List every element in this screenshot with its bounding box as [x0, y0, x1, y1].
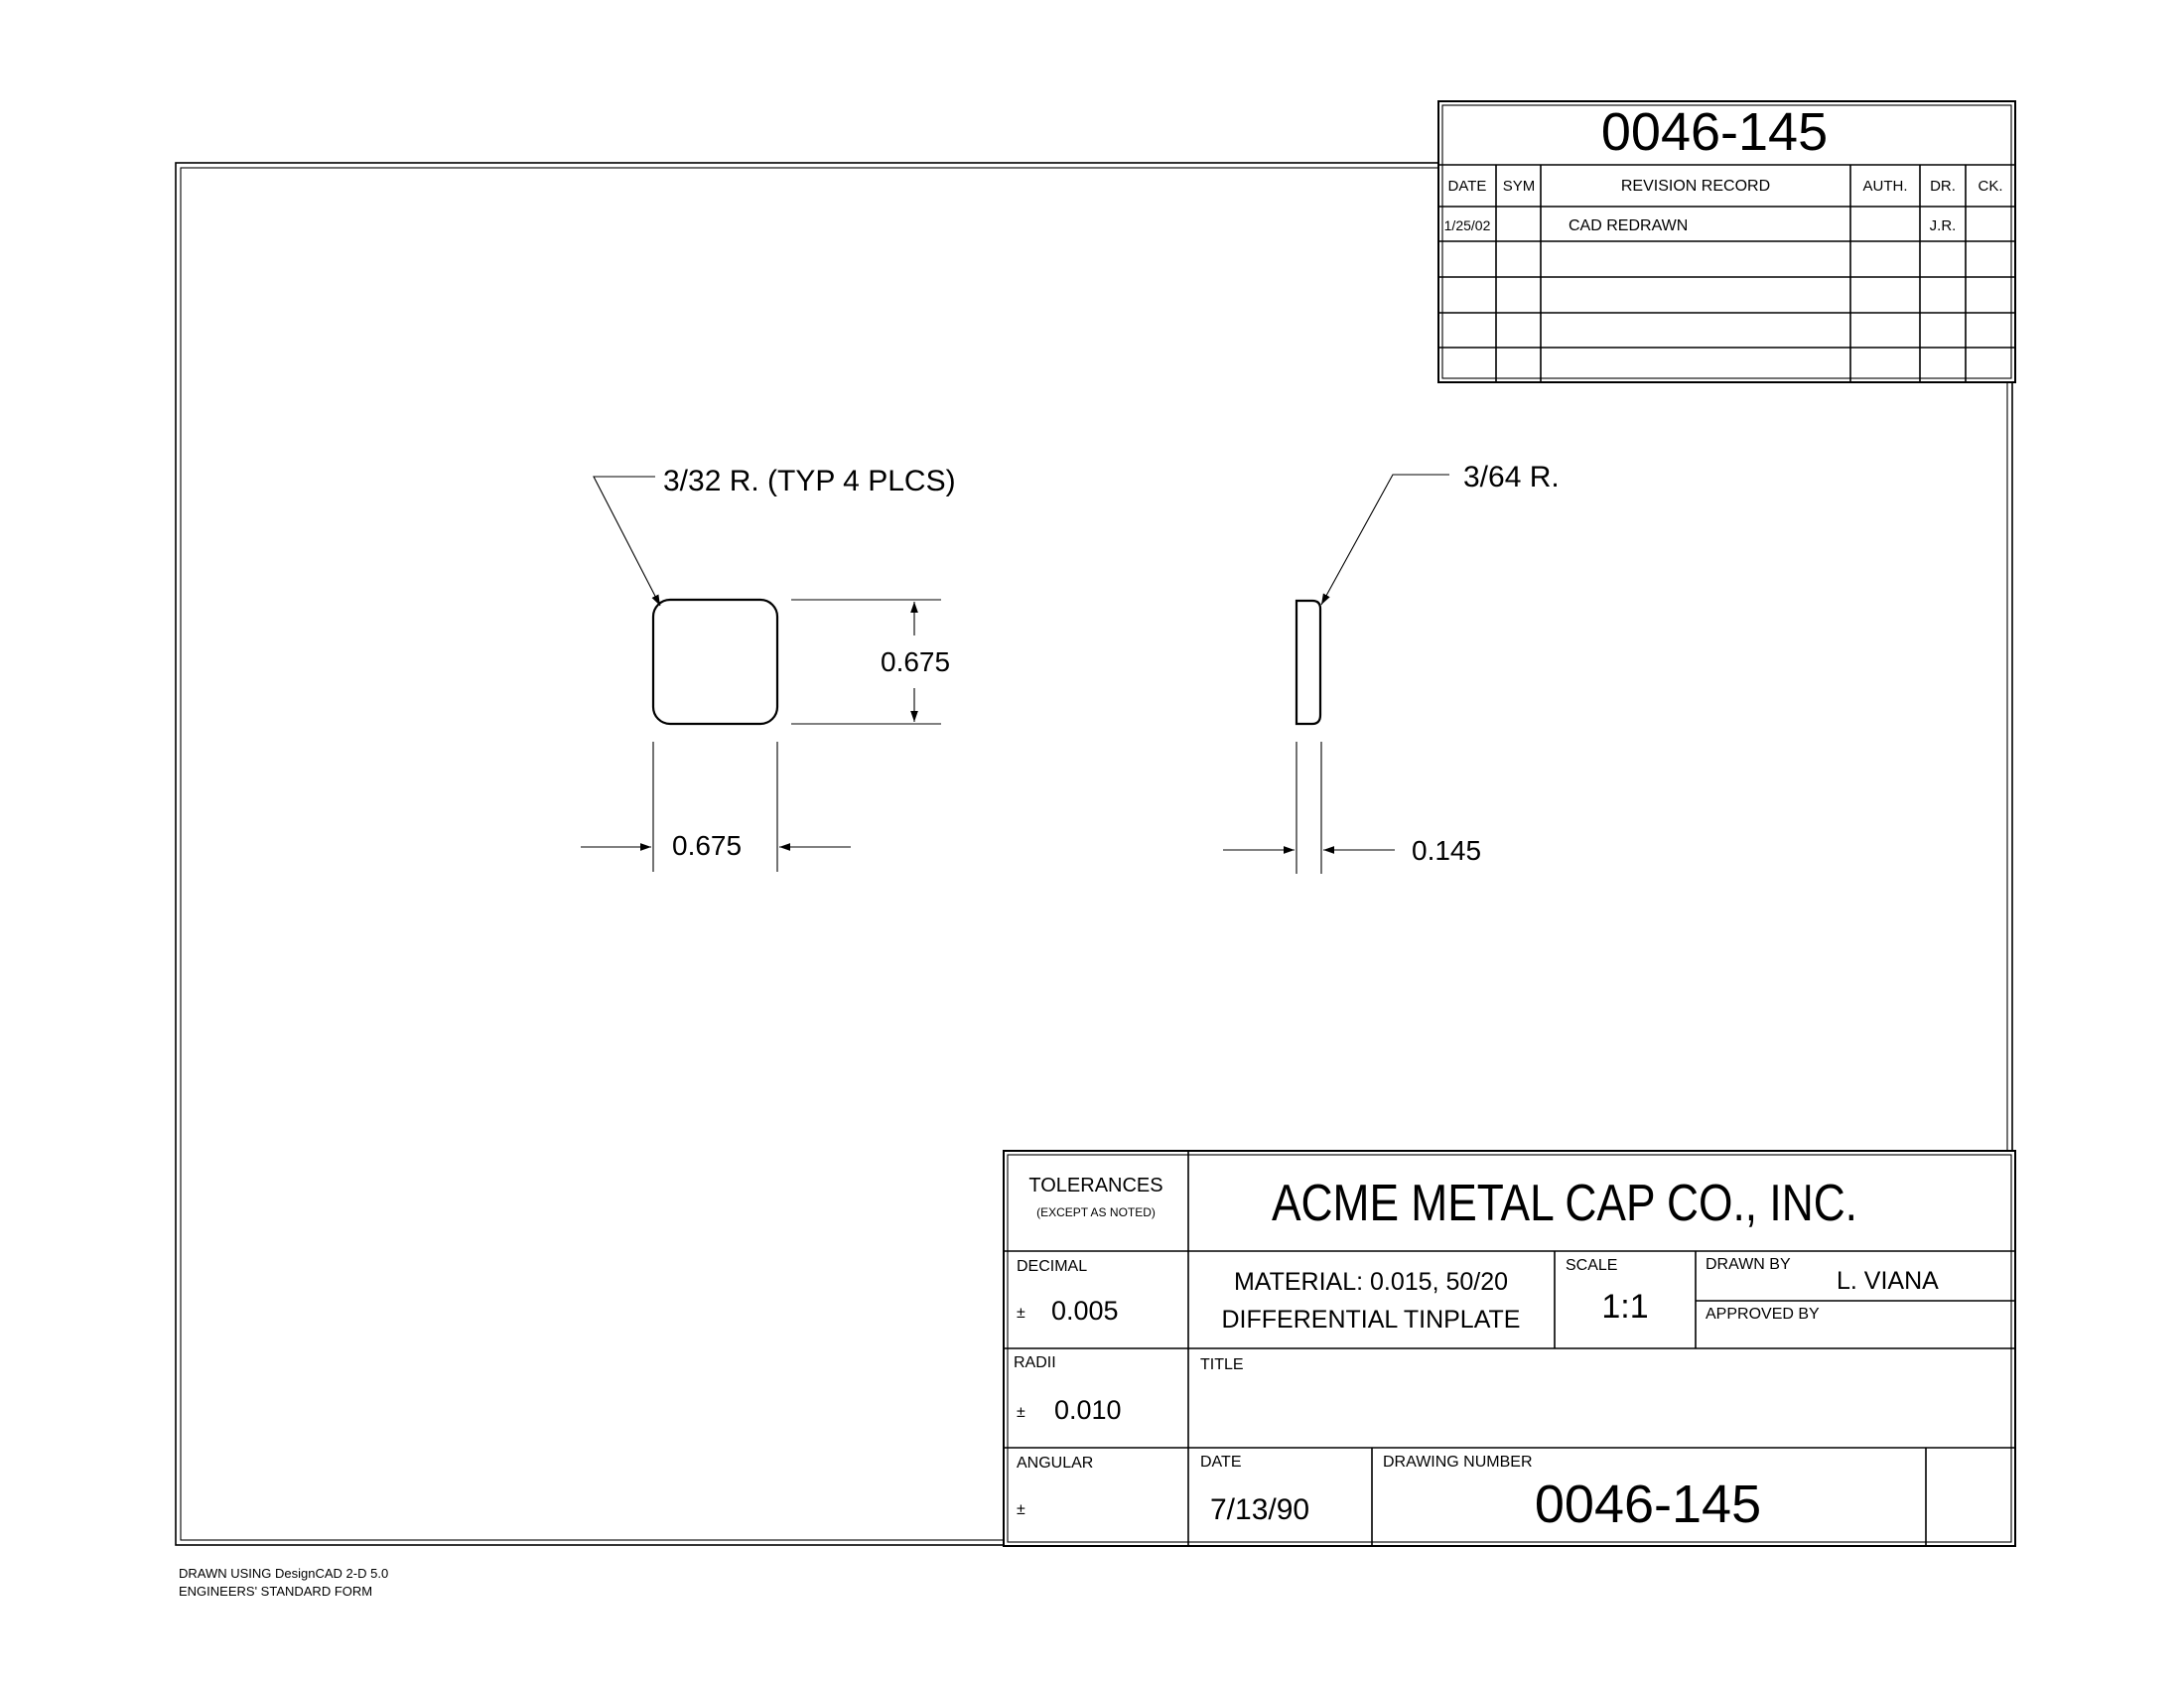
rev-row-date: 1/25/02 [1443, 217, 1491, 233]
footer-software: DRAWN USING DesignCAD 2-D 5.0 [179, 1566, 389, 1581]
scale-label: SCALE [1566, 1257, 1618, 1274]
tolerances-note: (EXCEPT AS NOTED) [1036, 1205, 1156, 1219]
rev-header-record: REVISION RECORD [1620, 178, 1771, 195]
footer-note [179, 1565, 388, 1601]
radii-sign: ± [1017, 1404, 1025, 1421]
drawing-number-label: DRAWING NUMBER [1383, 1454, 1533, 1471]
angular-sign: ± [1017, 1501, 1025, 1518]
drawn-by-value: L. VIANA [1837, 1267, 1939, 1295]
decimal-value: 0.005 [1051, 1296, 1119, 1326]
date-value: 7/13/90 [1210, 1493, 1310, 1526]
drawn-by-label: DRAWN BY [1706, 1256, 1791, 1273]
rev-header-sym: SYM [1502, 178, 1536, 195]
drawing-number-top: 0046-145 [1600, 102, 1829, 162]
front-radius-note: 3/32 R. (TYP 4 PLCS) [663, 465, 956, 497]
radii-label: RADII [1014, 1354, 1056, 1371]
scale-value: 1:1 [1601, 1288, 1649, 1326]
material-line-2: DIFFERENTIAL TINPLATE [1221, 1306, 1521, 1334]
title-label: TITLE [1200, 1356, 1244, 1373]
angular-label: ANGULAR [1017, 1455, 1094, 1472]
rev-row-drawn: J.R. [1929, 217, 1957, 234]
side-thickness-dim: 0.145 [1412, 835, 1482, 866]
approved-by-label: APPROVED BY [1706, 1306, 1820, 1323]
rev-header-date: DATE [1447, 178, 1487, 195]
material-line-1: MATERIAL: 0.015, 50/20 [1233, 1268, 1509, 1296]
tolerances-label: TOLERANCES [1028, 1175, 1163, 1196]
rev-header-ck: CK. [1978, 178, 2003, 195]
decimal-label: DECIMAL [1017, 1258, 1088, 1275]
rev-row-description: CAD REDRAWN [1569, 217, 1689, 234]
side-radius-note: 3/64 R. [1463, 461, 1560, 493]
footer-form: ENGINEERS' STANDARD FORM [179, 1584, 373, 1599]
company-name: ACME METAL CAP CO., INC. [1272, 1175, 1857, 1232]
date-label: DATE [1200, 1454, 1242, 1471]
decimal-sign: ± [1017, 1305, 1025, 1322]
rev-header-dr: DR. [1930, 178, 1956, 195]
front-height-dim: 0.675 [881, 646, 951, 677]
drawing-number-value: 0046-145 [1534, 1475, 1762, 1534]
rev-header-auth: AUTH. [1862, 178, 1908, 195]
radii-value: 0.010 [1054, 1395, 1122, 1425]
side-view [1223, 475, 1449, 874]
front-width-dim: 0.675 [672, 830, 743, 861]
